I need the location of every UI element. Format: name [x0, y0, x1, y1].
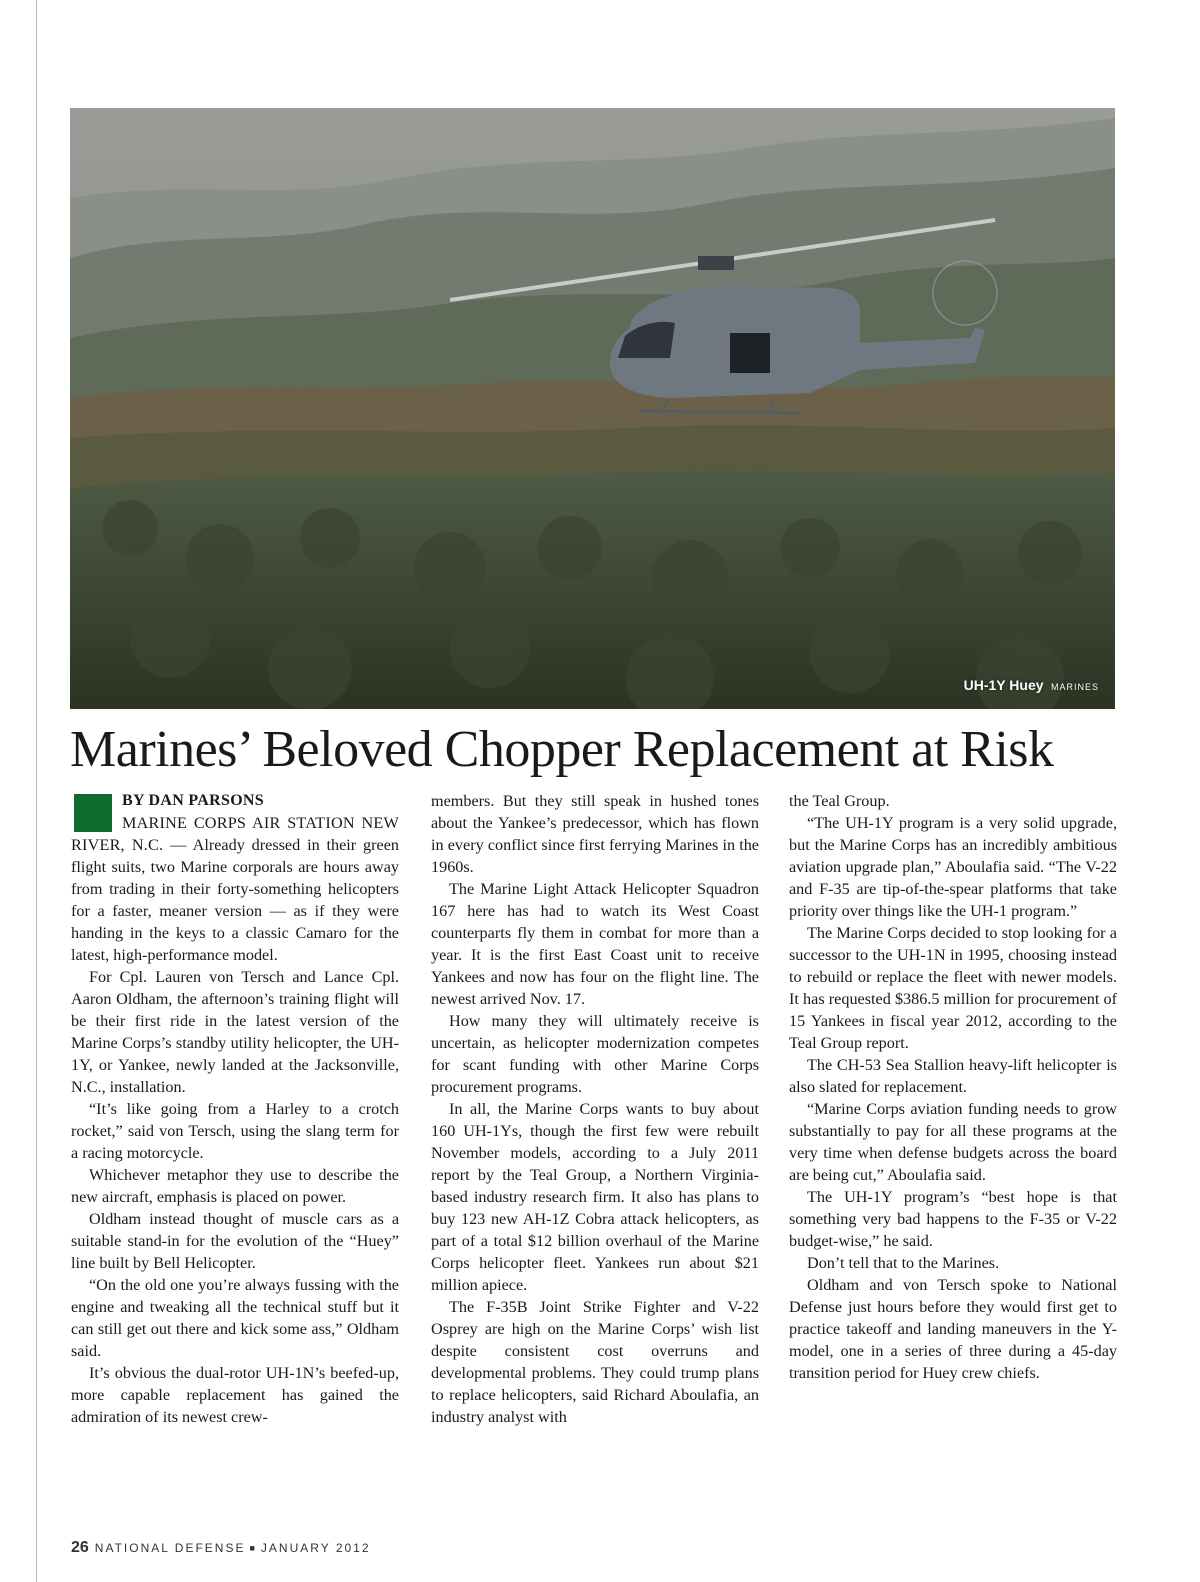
paragraph: Whichever metaphor they use to describe the new aircraft, emphasis is placed on power. [71, 1166, 399, 1206]
paragraph: The F-35B Joint Strike Fighter and V-22 Osprey are high on the Marine Corps’ wish list despite consistent cost overruns and developmental problems. They could trump plans to replace helicopters, said Richard Aboulafia, an industry analyst with [431, 1298, 759, 1426]
page-margin-rule [36, 0, 37, 1582]
lead-paragraph [71, 812, 399, 966]
paragraph: The Marine Light Attack Helicopter Squadron 167 here has had to watch its West Coast counterparts fly them in combat for more than a year. It is the first East Coast unit to receive Yankees and now has four on the flight line. The newest arrived Nov. 17. [431, 880, 759, 1008]
page-footer [71, 1539, 371, 1557]
page-number: 26 [71, 1539, 89, 1556]
article-headline: Marines’ Beloved Chopper Replacement at Risk [70, 721, 1054, 778]
paragraph: The UH-1Y program’s “best hope is that something very bad happens to the F-35 or V-22 budget-wise,” he said. [789, 1188, 1117, 1250]
paragraph: The Marine Corps decided to stop looking for a successor to the UH-1N in 1995, choosing instead to rebuild or replace the fleet with newer models. It has requested $386.5 million for procurement of 15 Yankees in fiscal year 2012, according to the Teal Group report. [789, 924, 1117, 1052]
paragraph: In all, the Marine Corps wants to buy about 160 UH-1Ys, though the first few were rebuilt November models, according to a July 2011 report by the Teal Group, a Northern Virginia-based industry research firm. It also has plans to buy 123 new AH-1Z Cobra attack helicopters, as part of a total $12 billion overhaul of the Marine Corps helicopter fleet. Yankees run about $21 million apiece. [431, 1100, 759, 1294]
photo-caption [964, 677, 1099, 695]
issue-date: JANUARY 2012 [260, 1541, 371, 1555]
publication-name: NATIONAL DEFENSE [94, 1541, 246, 1555]
helicopter-over-hills-image [70, 108, 1115, 709]
paragraph: “The UH-1Y program is a very solid upgrade, but the Marine Corps has an incredibly ambitious aviation upgrade plan,” Aboulafia said. “The V-22 and F-35 are tip-of-the-spear platforms that take priority over things like the UH-1 program.” [789, 814, 1117, 920]
article-column-1 [71, 790, 399, 1428]
paragraph: The CH-53 Sea Stallion heavy-lift helicopter is also slated for replacement. [789, 1056, 1117, 1096]
byline: BY DAN PARSONS [122, 792, 264, 809]
article-column-3 [789, 790, 1117, 1384]
continued-paragraph: members. But they still speak in hushed tones about the Yankee’s predecessor, which has flown in every conflict since first ferrying Marines in the 1960s. [431, 792, 759, 876]
paragraph: How many they will ultimately receive is uncertain, as helicopter modernization competes for scant funding with other Marine Corps procurement programs. [431, 1012, 759, 1096]
paragraph: “Marine Corps aviation funding needs to grow substantially to pay for all these programs at the very time when defense budgets across the board are being cut,” Aboulafia said. [789, 1100, 1117, 1184]
paragraph: “On the old one you’re always fussing with the engine and tweaking all the technical stuff but it can still get out there and kick some ass,” Oldham said. [71, 1276, 399, 1360]
dateline: MARINE CORPS AIR STATION NEW RIVER, N.C. — [71, 814, 399, 854]
paragraph: Don’t tell that to the Marines. [807, 1254, 1000, 1272]
lead-text: Already dressed in their green flight suits, two Marine corporals are hours away from trading in their forty-something helicopters for a faster, meaner version — as if they were handing in the keys to a classic Camaro for the latest, high-performance model. [71, 836, 399, 964]
paragraph: It’s obvious the dual-rotor UH-1N’s beefed-up, more capable replacement has gained the admiration of its newest crew- [71, 1364, 399, 1426]
paragraph: For Cpl. Lauren von Tersch and Lance Cpl. Aaron Oldham, the afternoon’s training flight will be their first ride in the latest version of the Marine Corps’s standby utility helicopter, the UH-1Y, or Yankee, newly landed at the Jacksonville, N.C., installation. [71, 968, 399, 1096]
caption-title: UH-1Y Huey [963, 677, 1044, 693]
section-marker [74, 794, 112, 832]
paragraph: Oldham instead thought of muscle cars as a suitable stand-in for the evolution of the “Huey” line built by Bell Helicopter. [71, 1210, 399, 1272]
article-column-2 [431, 790, 759, 1428]
paragraph: Oldham and von Tersch spoke to National Defense just hours before they would first get to practice takeoff and landing maneuvers in the Y-model, one in a series of three during a 45-day transition period for Huey crew chiefs. [789, 1276, 1117, 1382]
footer-separator: ■ [249, 1543, 257, 1553]
paragraph: “It’s like going from a Harley to a crotch rocket,” said von Tersch, using the slang term for a racing motorcycle. [71, 1100, 399, 1162]
hero-photo [70, 108, 1115, 709]
continued-paragraph: the Teal Group. [789, 792, 890, 810]
caption-credit: MARINES [1050, 682, 1099, 692]
